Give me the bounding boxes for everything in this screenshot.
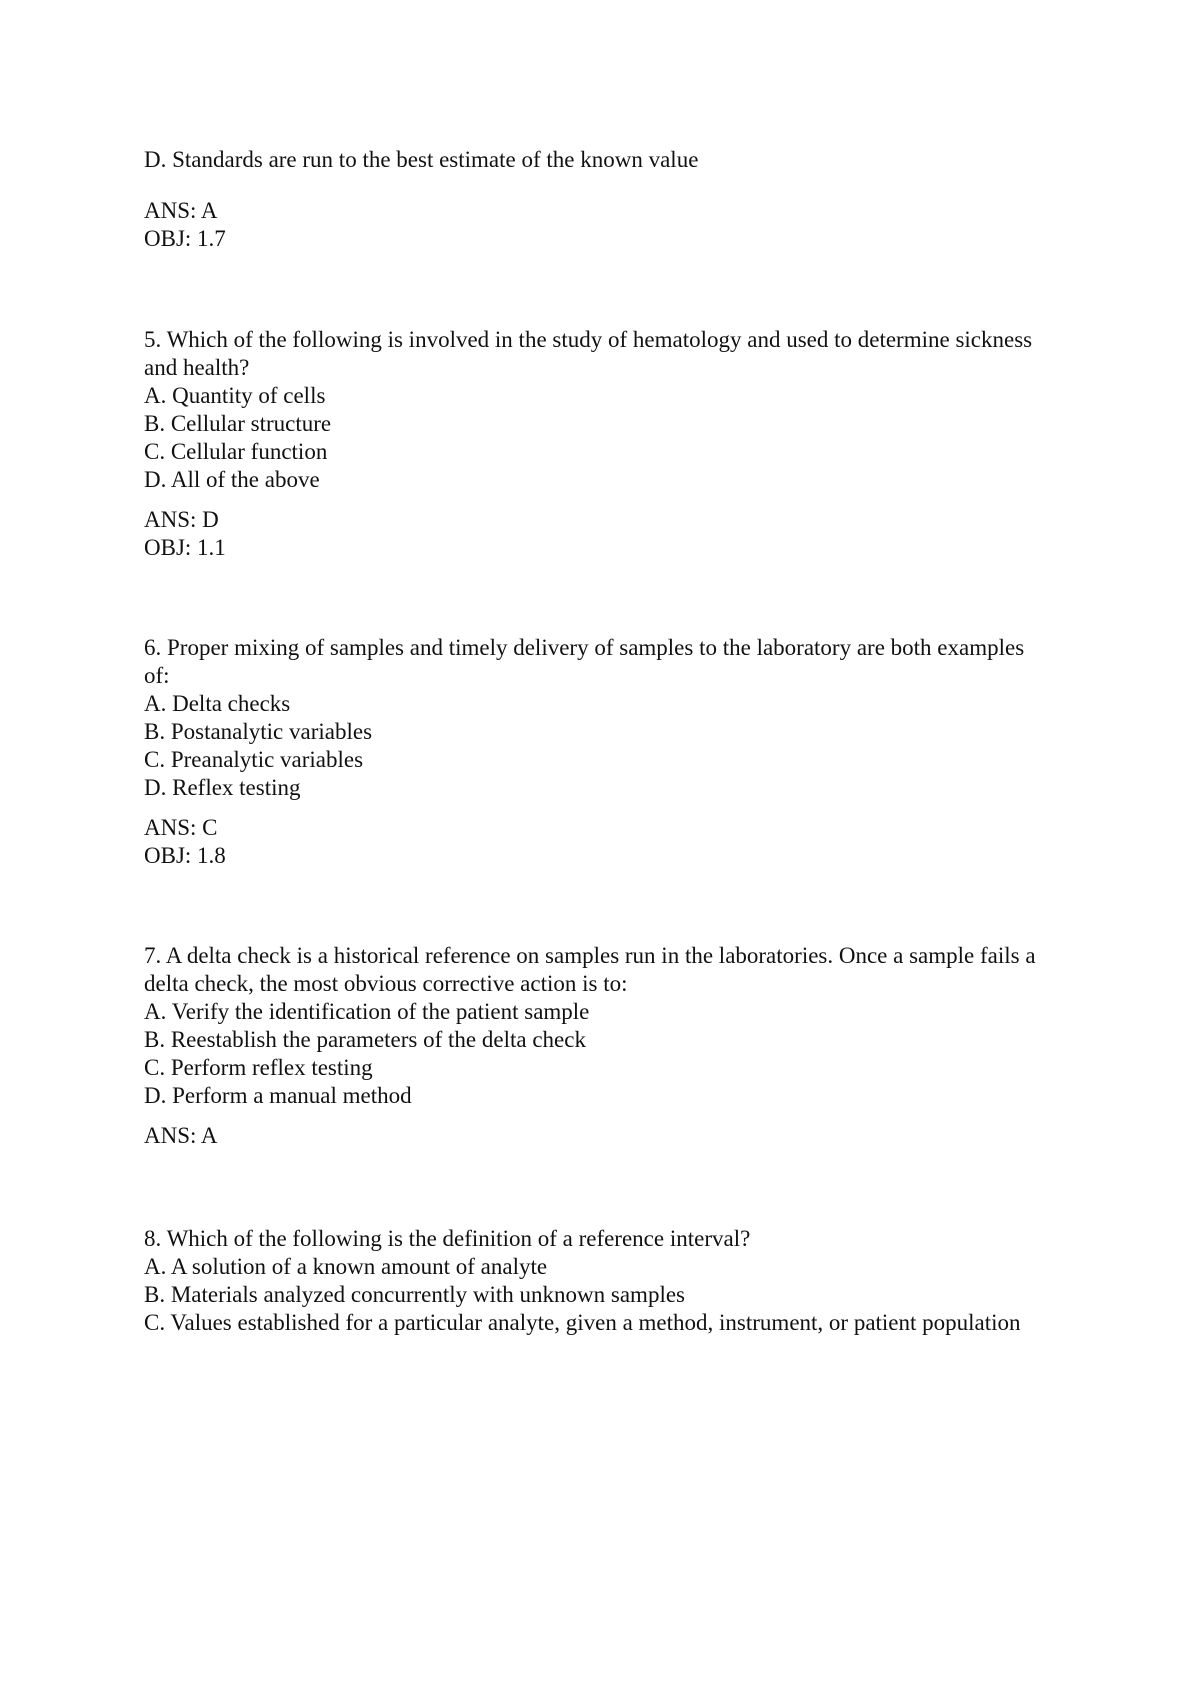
option-b: B. Reestablish the parameters of the delta check — [144, 1027, 586, 1052]
option-d: D. Perform a manual method — [144, 1083, 412, 1108]
option-d: D. Standards are run to the best estimate of the known value — [144, 147, 699, 172]
question-6 — [144, 634, 1084, 802]
objective-line: OBJ: 1.7 — [144, 226, 226, 251]
question-stem: 8. Which of the following is the definition of a reference interval? — [144, 1226, 751, 1251]
option-c: C. Preanalytic variables — [144, 747, 364, 772]
question-7 — [144, 942, 1084, 1110]
question-5-answer-block — [144, 506, 1084, 562]
previous-question-answer-block — [144, 197, 1084, 253]
question-6-answer-block — [144, 814, 1084, 870]
answer-line: ANS: C — [144, 815, 218, 840]
option-c: C. Cellular function — [144, 439, 328, 464]
question-stem-continued: delta check, the most obvious corrective action is to: — [144, 971, 628, 996]
option-d: D. Reflex testing — [144, 775, 301, 800]
question-stem-continued: and health? — [144, 355, 250, 380]
option-a: A. A solution of a known amount of analyte — [144, 1254, 548, 1279]
objective-line: OBJ: 1.1 — [144, 535, 226, 560]
question-stem: 7. A delta check is a historical reference on samples run in the laboratories. Once a sample fails a — [144, 943, 1036, 968]
question-8 — [144, 1225, 1084, 1337]
option-c: C. Perform reflex testing — [144, 1055, 373, 1080]
option-b: B. Materials analyzed concurrently with unknown samples — [144, 1282, 685, 1307]
question-stem-continued: of: — [144, 663, 170, 688]
question-stem: 5. Which of the following is involved in the study of hematology and used to determine sickness — [144, 327, 1033, 352]
question-5 — [144, 326, 1084, 494]
option-c: C. Values established for a particular analyte, given a method, instrument, or patient population — [144, 1310, 1021, 1335]
answer-line: ANS: A — [144, 198, 218, 223]
option-a: A. Delta checks — [144, 691, 291, 716]
answer-line: ANS: A — [144, 1123, 218, 1148]
option-a: A. Quantity of cells — [144, 383, 326, 408]
option-b: B. Cellular structure — [144, 411, 332, 436]
answer-line: ANS: D — [144, 507, 219, 532]
question-stem: 6. Proper mixing of samples and timely delivery of samples to the laboratory are both examples — [144, 635, 1025, 660]
previous-question-tail — [144, 146, 1084, 174]
question-7-answer-block — [144, 1122, 1084, 1150]
option-d: D. All of the above — [144, 467, 320, 492]
option-b: B. Postanalytic variables — [144, 719, 373, 744]
objective-line: OBJ: 1.8 — [144, 843, 226, 868]
option-a: A. Verify the identification of the patient sample — [144, 999, 590, 1024]
